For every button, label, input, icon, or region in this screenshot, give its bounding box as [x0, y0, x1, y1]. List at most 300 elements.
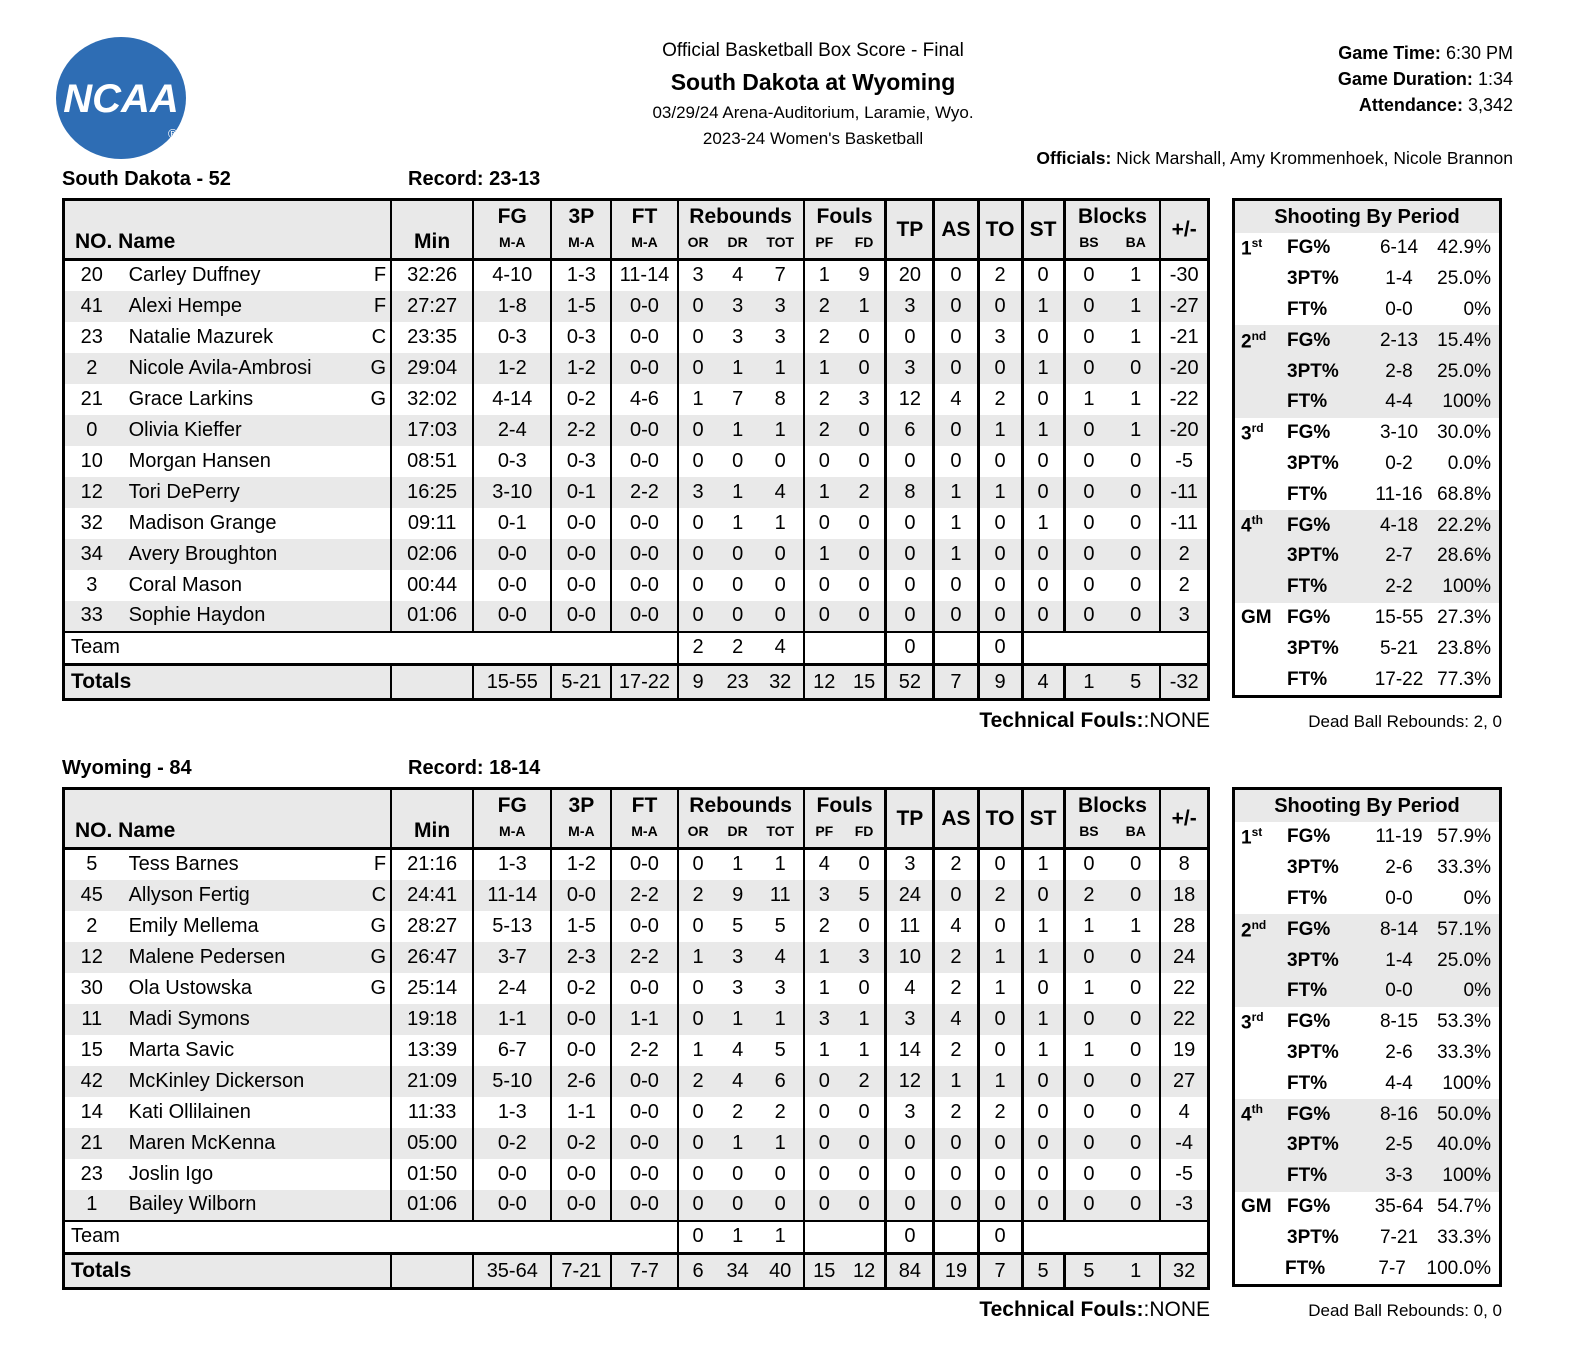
stat-tot: 0: [758, 1190, 804, 1221]
stat-as: 4: [934, 1004, 978, 1035]
stat-min: 08:51: [391, 446, 473, 477]
shooting-made-attempted: 15-55: [1374, 606, 1424, 628]
stat-pm: -27: [1160, 291, 1208, 322]
stat-pm: 22: [1160, 1004, 1208, 1035]
player-number: 23: [80, 1162, 103, 1185]
game-duration-label: Game Duration:: [1337, 69, 1473, 89]
col-header-blocks: Blocks: [1064, 789, 1160, 823]
shooting-stat-label: 3PT%: [1287, 1134, 1339, 1156]
stat-dr: 4: [732, 264, 744, 287]
stat-or: 3: [678, 260, 718, 291]
shooting-made-attempted: 7-21: [1379, 1226, 1419, 1248]
col-header-fouls: Fouls: [804, 200, 886, 234]
player-position: F: [373, 264, 387, 287]
player-name: Madison Grange: [128, 511, 277, 534]
stat-tot: 3: [774, 325, 786, 348]
record-value: 23-13: [489, 168, 541, 190]
stat-pm: 24: [1160, 942, 1208, 973]
stat-dr: 1: [732, 853, 744, 876]
stat-tot: 4: [758, 477, 804, 508]
stat-tp: 3: [886, 1004, 934, 1035]
stat-fg: 0-0: [473, 539, 551, 570]
stat-pf: 0: [804, 1097, 844, 1128]
stat-pf: 2: [804, 291, 844, 322]
stat-ba: 0: [1112, 1190, 1160, 1221]
totals-fd: 12: [844, 1254, 886, 1289]
stat-st: 0: [1022, 1128, 1064, 1159]
totals-label: Totals: [64, 665, 392, 700]
shooting-by-period-panel: [1232, 198, 1502, 698]
player-row: [64, 1190, 1209, 1221]
player-name: Olivia Kieffer: [128, 418, 242, 441]
player-position: C: [371, 883, 387, 906]
stat-st: 0: [1022, 384, 1064, 415]
stat-min: 01:06: [391, 1190, 473, 1221]
stat-bs: 1: [1064, 973, 1112, 1004]
stat-p3: 0-0: [551, 1035, 611, 1066]
stat-pf: 1: [804, 260, 844, 291]
col-header-as: AS: [934, 200, 978, 260]
stat-min: 05:00: [391, 1128, 473, 1159]
stat-ba: 0: [1130, 853, 1142, 876]
shooting-stat-label: 3PT%: [1287, 1226, 1339, 1248]
stat-ba: 0: [1112, 539, 1160, 570]
stat-or: 3: [678, 477, 718, 508]
stat-dr: 0: [732, 1162, 744, 1185]
stat-or: 0: [678, 446, 718, 477]
stat-ba: 0: [1130, 1038, 1142, 1061]
stat-pf: 3: [804, 1004, 844, 1035]
subheader-fg-ma: M-A: [473, 823, 551, 849]
stat-as: 0: [934, 1128, 978, 1159]
stat-dr: 0: [718, 601, 758, 632]
stat-as: 4: [934, 911, 978, 942]
team-stat-dr: 2: [718, 632, 758, 665]
stat-tp: 20: [886, 260, 934, 291]
shooting-made-attempted: 0-2: [1385, 452, 1413, 474]
stat-ft: 0-0: [611, 601, 677, 632]
team-stat-tot: 4: [758, 632, 804, 665]
stat-tot: 0: [774, 573, 786, 596]
totals-fd: 15: [844, 665, 886, 700]
stat-pm: -22: [1160, 384, 1208, 415]
stat-tot: 7: [774, 264, 786, 287]
shooting-row: [1235, 387, 1499, 418]
stat-ft: 2-2: [611, 477, 677, 508]
player-name: Avery Broughton: [128, 542, 278, 565]
team-stat-to: 0: [978, 632, 1022, 665]
shooting-stat-label: 3PT%: [1287, 545, 1339, 567]
subheader-bs: BS: [1064, 823, 1112, 849]
totals-pf: 15: [804, 1254, 844, 1289]
stat-fg: 0-3: [473, 322, 551, 353]
totals-pf: 12: [804, 665, 844, 700]
shooting-percentage: 15.4%: [1437, 329, 1491, 351]
stat-st: 0: [1022, 1097, 1064, 1128]
stat-as: 0: [934, 322, 978, 353]
col-header-min: Min: [391, 789, 473, 849]
stat-st: 0: [1022, 570, 1064, 601]
officials-line: [1036, 148, 1513, 169]
stat-min: 19:18: [391, 1004, 473, 1035]
subheader-bs: BS: [1064, 234, 1112, 260]
period-label: GM: [1241, 1195, 1272, 1217]
stat-ft: 0-0: [611, 291, 677, 322]
stat-bs: 0: [1064, 322, 1112, 353]
period-label: 4th: [1241, 513, 1263, 537]
shooting-row: [1235, 1068, 1499, 1099]
stat-dr: 9: [718, 880, 758, 911]
stat-ft: 0-0: [611, 1128, 677, 1159]
totals-or: 9: [678, 665, 718, 700]
shooting-row: [1235, 822, 1499, 853]
stat-as: 2: [934, 1035, 978, 1066]
team-stat-or: 2: [678, 632, 718, 665]
stat-tp: 3: [886, 1097, 934, 1128]
stat-tp: 11: [886, 911, 934, 942]
player-position: G: [370, 356, 387, 379]
stat-st: 0: [1022, 1190, 1064, 1221]
player-name: Emily Mellema: [128, 914, 259, 937]
stat-as: 2: [934, 849, 978, 880]
stat-fg: 0-3: [473, 446, 551, 477]
subheader-dr: DR: [718, 823, 758, 849]
stat-pf: 1: [804, 477, 844, 508]
player-row: [64, 1097, 1209, 1128]
stat-min: 32:02: [391, 384, 473, 415]
totals-dr: 23: [718, 665, 758, 700]
dead-ball-rebounds: Dead Ball Rebounds: 2, 0: [1308, 712, 1502, 731]
team-fouls-empty: [804, 632, 886, 665]
team-record: [408, 168, 540, 194]
player-row: [64, 973, 1209, 1004]
record-value: 18-14: [489, 757, 541, 779]
col-header-to: TO: [978, 789, 1022, 849]
stat-to: 0: [978, 1035, 1022, 1066]
game-duration-value: 1:34: [1477, 69, 1513, 89]
player-name-cell: [119, 1159, 391, 1190]
player-number: 12: [64, 477, 119, 508]
stat-st: 1: [1022, 415, 1064, 446]
team-name-score: Wyoming - 84: [62, 757, 192, 779]
stat-pm: 2: [1160, 570, 1208, 601]
technical-fouls-value: :NONE: [1143, 1298, 1210, 1321]
stat-tp: 0: [886, 322, 934, 353]
player-row: [64, 353, 1209, 384]
player-row: [64, 260, 1209, 291]
stat-pm: 22: [1160, 973, 1208, 1004]
shooting-stat-label: FG%: [1287, 1011, 1331, 1033]
player-position: F: [373, 294, 387, 317]
stat-dr: 1: [732, 511, 744, 534]
stat-p3: 0-0: [551, 508, 611, 539]
stat-tot: 0: [774, 449, 786, 472]
player-name: Madi Symons: [128, 1007, 250, 1030]
team-title-row: [62, 757, 1596, 783]
stat-ft: 0-0: [611, 911, 677, 942]
totals-as: 7: [934, 665, 978, 700]
subheader-3p-ma: M-A: [551, 823, 611, 849]
stat-or: 1: [678, 384, 718, 415]
stat-st: 1: [1022, 942, 1064, 973]
stat-pm: 4: [1160, 1097, 1208, 1128]
stat-ba: 1: [1112, 291, 1160, 322]
player-row: [64, 1159, 1209, 1190]
player-name-cell: [119, 353, 391, 384]
shooting-percentage: 33.3%: [1437, 857, 1491, 879]
col-header-min: Min: [391, 200, 473, 260]
shooting-stat-label: 3PT%: [1287, 637, 1339, 659]
shooting-stat-label: FG%: [1287, 1195, 1331, 1217]
stat-pm: 3: [1160, 601, 1208, 632]
stat-pf: 0: [804, 446, 844, 477]
player-name-cell: [119, 446, 391, 477]
shooting-row: [1235, 603, 1499, 634]
stat-ba: 0: [1112, 1004, 1160, 1035]
subheader-fd: FD: [844, 234, 886, 260]
stat-tp: 4: [886, 973, 934, 1004]
stat-min: 26:47: [391, 942, 473, 973]
stat-dr: 0: [732, 449, 744, 472]
stat-bs: 0: [1064, 570, 1112, 601]
player-name: Natalie Mazurek: [128, 325, 274, 348]
subheader-ba: BA: [1112, 234, 1160, 260]
stat-as: 0: [934, 353, 978, 384]
stat-st: 0: [1022, 477, 1064, 508]
player-number: 3: [86, 573, 98, 596]
shooting-row: [1235, 664, 1499, 695]
stat-pm: 8: [1160, 849, 1208, 880]
stat-bs: 0: [1064, 260, 1112, 291]
totals-label: Totals: [64, 1254, 392, 1289]
player-position: G: [370, 914, 387, 937]
shooting-row: [1235, 1161, 1499, 1192]
stat-bs: 0: [1064, 1066, 1112, 1097]
totals-to: 7: [978, 1254, 1022, 1289]
stat-bs: 1: [1064, 911, 1112, 942]
stat-fd: 9: [858, 264, 870, 287]
totals-st: 4: [1022, 665, 1064, 700]
player-row: [64, 849, 1209, 880]
technical-fouls-label: Technical Fouls:: [979, 709, 1144, 732]
stat-st: 0: [1022, 260, 1064, 291]
game-time-value: 6:30 PM: [1445, 43, 1513, 63]
stat-p3: 1-1: [551, 1097, 611, 1128]
stat-min: 24:41: [391, 880, 473, 911]
team-right-empty: [1022, 632, 1208, 665]
south-dakota-section: [62, 168, 1596, 733]
stat-st: 0: [1022, 446, 1064, 477]
player-number: 32: [80, 511, 103, 534]
stat-tot: 1: [758, 415, 804, 446]
stat-as: 4: [934, 384, 978, 415]
box-score-table: [62, 787, 1210, 1290]
player-name: McKinley Dickerson: [128, 1069, 305, 1092]
stat-ft: 2-2: [611, 1035, 677, 1066]
stat-pm: 27: [1160, 1066, 1208, 1097]
totals-st: 5: [1022, 1254, 1064, 1289]
stat-ft: 11-14: [611, 260, 677, 291]
shooting-row: [1235, 572, 1499, 603]
technical-fouls-line: [62, 1298, 1210, 1322]
stat-tp: 0: [886, 446, 934, 477]
stat-p3: 0-0: [551, 570, 611, 601]
totals-tp: 84: [886, 1254, 934, 1289]
stat-pf: 2: [804, 322, 844, 353]
shooting-percentage: 100%: [1442, 1165, 1491, 1187]
player-name: Ola Ustowska: [128, 976, 252, 999]
stat-fd: 0: [844, 539, 886, 570]
player-name: Bailey Wilborn: [128, 1193, 257, 1215]
shooting-row: [1235, 945, 1499, 976]
stat-ft: 0-0: [611, 539, 677, 570]
stat-to: 2: [978, 1097, 1022, 1128]
stat-ba: 1: [1130, 914, 1142, 937]
player-name: Carley Duffney: [128, 264, 261, 287]
shooting-made-attempted: 8-14: [1379, 918, 1419, 940]
player-stats-body: [64, 260, 1209, 700]
stat-fd: 0: [844, 1190, 886, 1221]
subheader-fg-ma: M-A: [473, 234, 551, 260]
shooting-row: [1235, 884, 1499, 915]
stat-tp: 3: [886, 353, 934, 384]
stat-p3: 0-0: [551, 601, 611, 632]
stat-tot: 4: [758, 942, 804, 973]
box-score-table: [62, 198, 1210, 701]
stat-dr: 0: [732, 573, 744, 596]
shooting-percentage: 50.0%: [1437, 1103, 1491, 1125]
stat-min: 01:06: [391, 601, 473, 632]
stat-p3: 1-2: [551, 353, 611, 384]
stat-st: 0: [1022, 601, 1064, 632]
stat-fg: 1-2: [473, 353, 551, 384]
player-row: [64, 291, 1209, 322]
period-label: 2nd: [1241, 328, 1267, 352]
stat-pf: 1: [804, 539, 844, 570]
stat-bs: 0: [1064, 942, 1112, 973]
shooting-stat-label: FT%: [1287, 483, 1328, 505]
shooting-panel-title: Shooting By Period: [1235, 790, 1499, 822]
subheader-tot: TOT: [758, 234, 804, 260]
stat-fg: 3-7: [473, 942, 551, 973]
team-as-empty: [934, 1221, 978, 1254]
stat-pm: -20: [1160, 415, 1208, 446]
player-number: 42: [64, 1066, 119, 1097]
stat-as: 1: [934, 477, 978, 508]
shooting-made-attempted: 0-0: [1385, 887, 1413, 909]
shooting-row: [1235, 510, 1499, 541]
stat-pf: 1: [804, 1035, 844, 1066]
shooting-made-attempted: 11-16: [1375, 483, 1423, 505]
season-label: 2023-24 Women's Basketball: [702, 129, 924, 148]
stat-min: 23:35: [391, 322, 473, 353]
team-title-row: [62, 168, 1596, 194]
col-header-ft: FT: [611, 789, 677, 823]
stat-pm: -30: [1160, 260, 1208, 291]
stat-bs: 0: [1064, 446, 1112, 477]
stat-p3: 2-6: [551, 1066, 611, 1097]
stat-tp: 0: [886, 570, 934, 601]
stat-pf: 0: [804, 1066, 844, 1097]
stat-fd: 0: [858, 511, 870, 534]
stat-or: 0: [678, 415, 718, 446]
stat-fd: 0: [844, 1128, 886, 1159]
totals-dr: 34: [718, 1254, 758, 1289]
stat-ba: 0: [1130, 511, 1142, 534]
totals-row: [64, 665, 1209, 700]
stat-st: 1: [1022, 849, 1064, 880]
col-header-fouls: Fouls: [804, 789, 886, 823]
attendance-line: [1338, 92, 1513, 118]
player-name: Maren McKenna: [128, 1131, 276, 1154]
team-as-empty: [934, 632, 978, 665]
stat-min: 01:50: [391, 1159, 473, 1190]
shooting-percentage: 100.0%: [1426, 1257, 1491, 1279]
col-header-no-name: NO. Name: [64, 789, 392, 849]
stat-fd: 0: [858, 1162, 870, 1185]
shooting-made-attempted: 4-4: [1385, 1072, 1413, 1094]
shooting-row: [1235, 325, 1499, 356]
stat-dr: 2: [732, 1100, 744, 1123]
team-fouls-empty: [804, 1221, 886, 1254]
stat-or: 0: [678, 322, 718, 353]
shooting-made-attempted: 8-15: [1379, 1011, 1419, 1033]
subheader-pf: PF: [804, 234, 844, 260]
shooting-stat-label: FT%: [1287, 298, 1328, 320]
shooting-made-attempted: 0-0: [1385, 980, 1413, 1002]
stat-to: 1: [978, 477, 1022, 508]
totals-ba: 1: [1112, 1254, 1160, 1289]
ncaa-logo-text: NCAA: [63, 77, 179, 121]
player-stats-body: [64, 849, 1209, 1289]
player-position: G: [370, 945, 387, 968]
shooting-stat-label: FG%: [1287, 422, 1331, 444]
player-number: 10: [80, 449, 103, 472]
stat-pm: -4: [1160, 1128, 1208, 1159]
stat-to: 0: [978, 1128, 1022, 1159]
stat-st: 0: [1022, 973, 1064, 1004]
shooting-made-attempted: 2-5: [1385, 1134, 1413, 1156]
team-row-label: Team: [64, 1221, 678, 1254]
shooting-percentage: 0%: [1463, 298, 1491, 320]
stat-pf: 0: [804, 601, 844, 632]
player-number: 34: [64, 539, 119, 570]
game-duration-line: [1338, 66, 1513, 92]
stat-bs: 0: [1064, 415, 1112, 446]
shooting-percentage: 0%: [1463, 887, 1491, 909]
player-row: [64, 1066, 1209, 1097]
stat-bs: 0: [1064, 849, 1112, 880]
stat-st: 0: [1022, 1159, 1064, 1190]
player-row: [64, 508, 1209, 539]
col-header-st: ST: [1022, 200, 1064, 260]
shooting-row: [1235, 356, 1499, 387]
player-number: 33: [64, 601, 119, 632]
col-header-no-name: NO. Name: [64, 200, 392, 260]
col-header-plusminus: +/-: [1160, 789, 1208, 849]
stat-ba: 1: [1112, 415, 1160, 446]
stat-to: 0: [978, 446, 1022, 477]
shooting-percentage: 33.3%: [1437, 1226, 1491, 1248]
stat-pf: 0: [804, 1159, 844, 1190]
stat-ft: 0-0: [611, 322, 677, 353]
stat-fg: 2-4: [473, 415, 551, 446]
stat-or: 0: [678, 1128, 718, 1159]
stat-tp: 0: [886, 539, 934, 570]
stat-dr: 7: [732, 387, 744, 410]
player-name-cell: [119, 291, 391, 322]
stat-st: 0: [1022, 322, 1064, 353]
